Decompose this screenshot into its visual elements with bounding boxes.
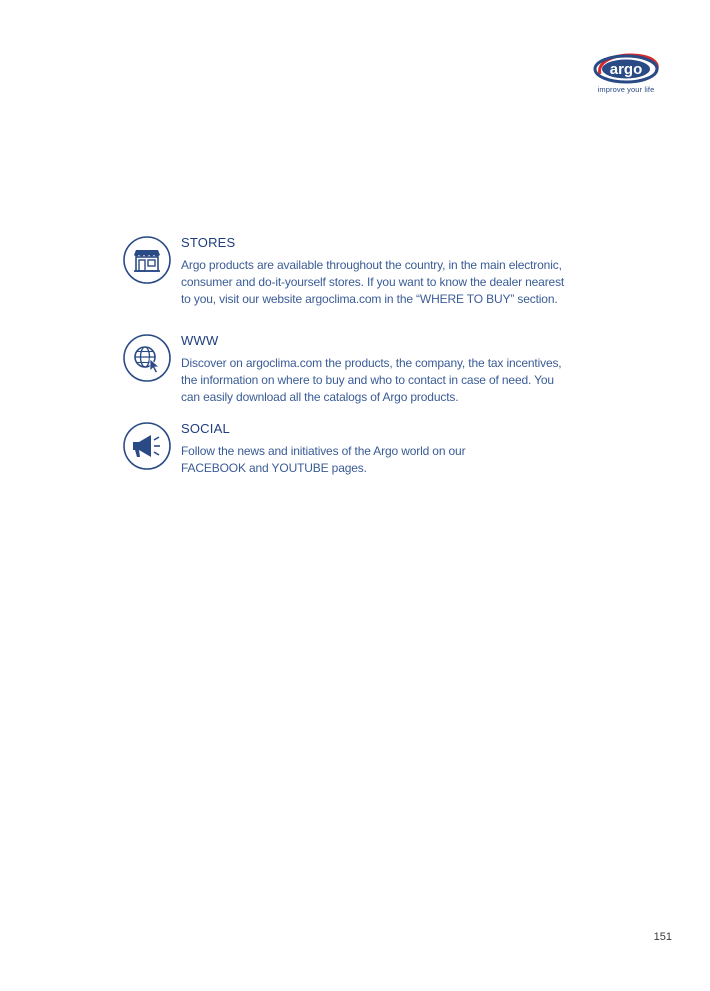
globe-cursor-icon — [122, 333, 172, 383]
body-line: Follow the news and initiatives of the Argo world on our — [181, 444, 466, 458]
body-line: can easily download all the catalogs of Argo products. — [181, 390, 459, 404]
section-body — [181, 355, 601, 406]
brand-tagline: improve your life — [597, 85, 655, 94]
argo-logo-icon — [590, 48, 662, 88]
body-line: Discover on argoclima.com the products, the company, the tax incentives, — [181, 356, 562, 370]
page-number: 151 — [653, 931, 672, 943]
store-icon — [122, 235, 172, 285]
body-line: the information on where to buy and who to contact in case of need. You — [181, 373, 554, 387]
body-line: consumer and do-it-yourself stores. If you want to know the dealer nearest — [181, 275, 565, 289]
logo-text: argo — [609, 61, 643, 78]
section-title: STORES — [181, 235, 236, 250]
section-body — [181, 257, 601, 308]
section-body — [181, 443, 601, 477]
body-line: FACEBOOK and YOUTUBE pages. — [181, 461, 367, 475]
body-line: to you, visit our website argoclima.com in the “WHERE TO BUY” section. — [181, 292, 558, 306]
megaphone-icon — [122, 421, 172, 471]
section-title: WWW — [181, 333, 219, 348]
section-title: SOCIAL — [181, 421, 230, 436]
body-line: Argo products are available throughout the country, in the main electronic, — [181, 258, 562, 272]
